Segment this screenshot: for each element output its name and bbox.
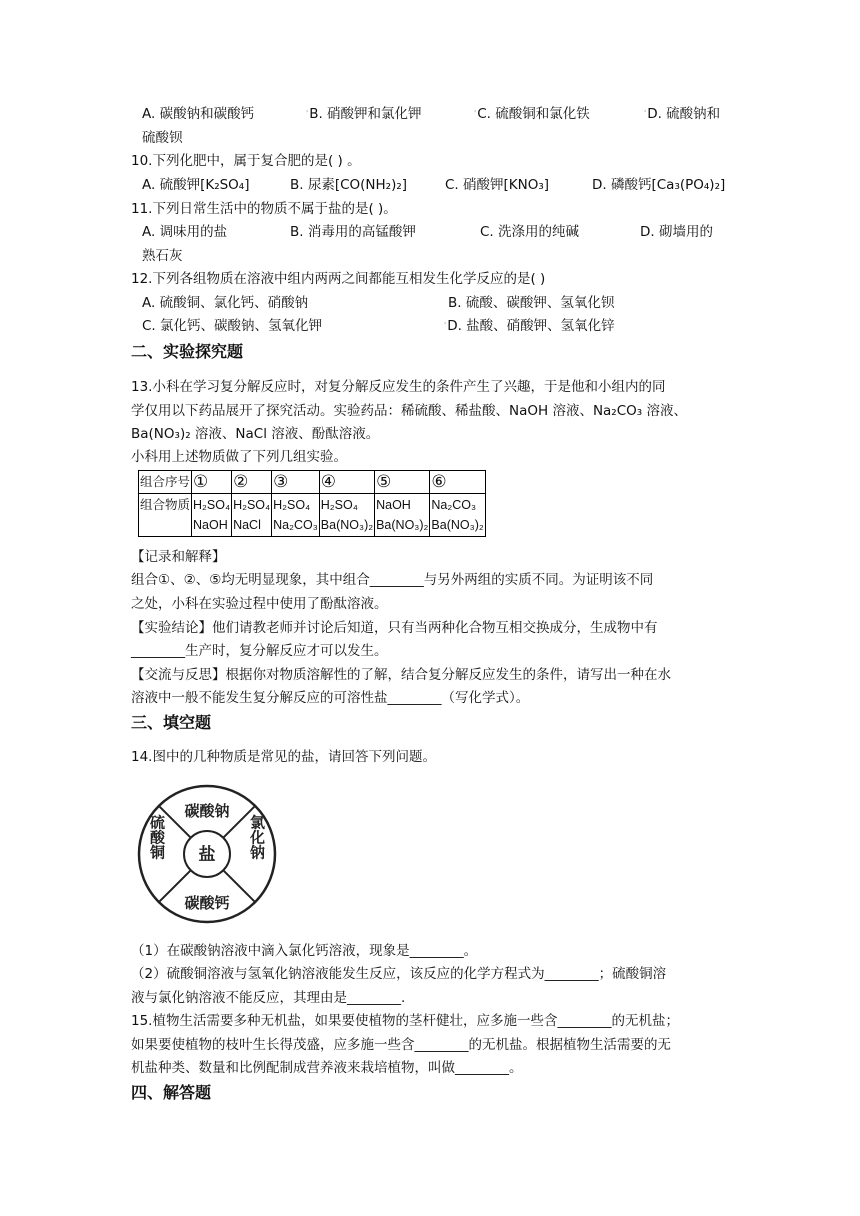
q10-option-d: D. 磷酸钙[Ca₃(PO₄)₂] xyxy=(592,177,726,193)
q9-option-d-text: D. 硫酸钠和 xyxy=(647,106,721,122)
q13-line-2: 学仅用以下药品展开了探究活动。实验药品：稀硫酸、稀盐酸、NaOH 溶液、Na₂CO₃ 溶液、 xyxy=(131,403,687,419)
table-row-label: 组合物质 xyxy=(139,494,192,537)
q9-option-d: 'D. 硫酸钠和 xyxy=(644,106,721,122)
substance-a: NaOH xyxy=(376,498,411,512)
substance-b: Ba(NO₃)₂ xyxy=(431,518,484,532)
q9-option-b: 'B. 硝酸钾和氯化钾 xyxy=(306,106,422,122)
q13-line-1: 13.小科在学习复分解反应时，对复分解反应发生的条件产生了兴趣，于是他和小组内的同 xyxy=(131,379,666,395)
q14-line-3: 液与氯化钠溶液不能反应，其理由是________. xyxy=(131,990,406,1006)
group-substances xyxy=(319,494,374,537)
group-substances xyxy=(232,494,272,537)
q14-line-1: （1）在碳酸钠溶液中滴入氯化钙溶液，现象是________。 xyxy=(131,943,478,959)
q13-conclusion-line-2: ________生产时，复分解反应才可以发生。 xyxy=(131,643,388,659)
q10-stem: 10.下列化肥中，属于复合肥的是( ) 。 xyxy=(131,153,361,169)
wheel-center-label: 盐 xyxy=(198,845,216,865)
group-number: ④ xyxy=(319,471,374,494)
substance-a: H₂SO₄ xyxy=(233,498,271,512)
substance-a: Na₂CO₃ xyxy=(431,498,477,512)
q10-option-b: B. 尿素[CO(NH₂)₂] xyxy=(290,177,408,193)
group-number: ⑤ xyxy=(375,471,430,494)
substance-b: NaCl xyxy=(233,518,261,532)
section-heading-experiment: 二、实验探究题 xyxy=(131,342,244,361)
substance-b: Ba(NO₃)₂ xyxy=(376,518,429,532)
q9-option-c-text: C. 硫酸铜和氯化铁 xyxy=(477,106,590,122)
q13-record-line-2: 之处，小科在实验过程中使用了酚酞溶液。 xyxy=(131,596,388,612)
q12-option-d: 'D. 盐酸、硝酸钾、氢氧化锌 xyxy=(444,318,615,334)
substance-a: H₂SO₄ xyxy=(273,498,311,512)
q13-line-4: 小科用上述物质做了下列几组实验。 xyxy=(131,449,347,465)
q14-line-2: （2）硫酸铜溶液与氢氧化钠溶液能发生反应，该反应的化学方程式为________；硫酸铜溶 xyxy=(131,966,667,982)
group-number: ③ xyxy=(272,471,320,494)
group-number: ② xyxy=(232,471,272,494)
q13-record-title: 【记录和解释】 xyxy=(131,549,226,565)
substance-a: H₂SO₄ xyxy=(320,498,358,512)
wheel-bottom-label: 碳酸钙 xyxy=(184,894,230,912)
q10-option-c: C. 硝酸钾[KNO₃] xyxy=(445,177,550,193)
q13-conclusion-line-1: 【实验结论】他们请教老师并讨论后知道，只有当两种化合物互相交换成分，生成物中有 xyxy=(131,620,658,636)
section-heading-answer: 四、解答题 xyxy=(131,1083,212,1102)
section-heading-fill-blank: 三、填空题 xyxy=(131,713,212,732)
substance-b: Ba(NO₃)₂ xyxy=(320,518,374,532)
salt-wheel-diagram xyxy=(136,783,278,925)
q15-line-1: 15.植物生活需要多种无机盐，如果要使植物的茎杆健壮，应多施一些含________的无机盐； xyxy=(131,1013,679,1029)
q12-option-a: A. 硫酸铜、氯化钙、硝酸钠 xyxy=(142,295,309,311)
q11-option-a: A. 调味用的盐 xyxy=(142,224,228,240)
substance-b: Na₂CO₃ xyxy=(273,518,318,532)
q10-option-a: A. 硫酸钾[K₂SO₄] xyxy=(142,177,250,193)
wheel-right-label: 氯化钠 xyxy=(248,814,266,860)
q11-option-b: B. 消毒用的高锰酸钾 xyxy=(290,224,416,240)
q11-option-d-wrap: 熟石灰 xyxy=(142,248,183,264)
q12-option-b: B. 硫酸、碳酸钾、氢氧化钡 xyxy=(448,295,615,311)
q11-stem: 11.下列日常生活中的物质不属于盐的是( )。 xyxy=(131,201,397,217)
q12-option-c: C. 氯化钙、碳酸钠、氢氧化钾 xyxy=(142,318,323,334)
q9-option-a: A. 碳酸钠和碳酸钙 xyxy=(142,106,255,122)
q13-reflection-line-1: 【交流与反思】根据你对物质溶解性的了解，结合复分解反应发生的条件，请写出一种在水 xyxy=(131,667,671,683)
q13-line-3: Ba(NO₃)₂ 溶液、NaCl 溶液、酚酞溶液。 xyxy=(131,426,380,442)
table-row xyxy=(139,494,486,537)
q13-record-line-1: 组合①、②、⑤均无明显现象，其中组合________与另外两组的实质不同。为证明该不同 xyxy=(131,572,654,588)
substance-b: NaOH xyxy=(193,518,228,532)
table-row xyxy=(139,471,486,494)
q15-line-2: 如果要使植物的枝叶生长得茂盛，应多施一些含________的无机盐。根据植物生活需要的无 xyxy=(131,1037,671,1053)
group-number: ⑥ xyxy=(430,471,485,494)
group-substances xyxy=(375,494,430,537)
q11-option-c: C. 洗涤用的纯碱 xyxy=(480,224,580,240)
q14-stem: 14.图中的几种物质是常见的盐，请回答下列问题。 xyxy=(131,749,436,765)
q11-option-d: D. 砌墙用的 xyxy=(640,224,713,240)
q15-line-3: 机盐种类、数量和比例配制成营养液来栽培植物，叫做________。 xyxy=(131,1060,523,1076)
substance-a: H₂SO₄ xyxy=(193,498,231,512)
combination-table xyxy=(138,470,486,537)
q12-stem: 12.下列各组物质在溶液中组内两两之间都能互相发生化学反应的是( ) xyxy=(131,271,546,287)
q12-option-d-text: D. 盐酸、硝酸钾、氢氧化锌 xyxy=(447,318,615,334)
table-header-label: 组合序号 xyxy=(139,471,192,494)
group-substances xyxy=(192,494,232,537)
group-number: ① xyxy=(192,471,232,494)
q9-option-c: 'C. 硫酸铜和氯化铁 xyxy=(474,106,590,122)
group-substances xyxy=(430,494,485,537)
q9-option-d-wrap: 硫酸钡 xyxy=(142,130,183,146)
wheel-left-label: 硫酸铜 xyxy=(148,814,166,860)
group-substances xyxy=(272,494,320,537)
wheel-top-label: 碳酸钠 xyxy=(184,802,230,820)
q9-option-b-text: B. 硝酸钾和氯化钾 xyxy=(309,106,422,122)
q13-reflection-line-2: 溶液中一般不能发生复分解反应的可溶性盐________（写化学式）。 xyxy=(131,690,530,706)
